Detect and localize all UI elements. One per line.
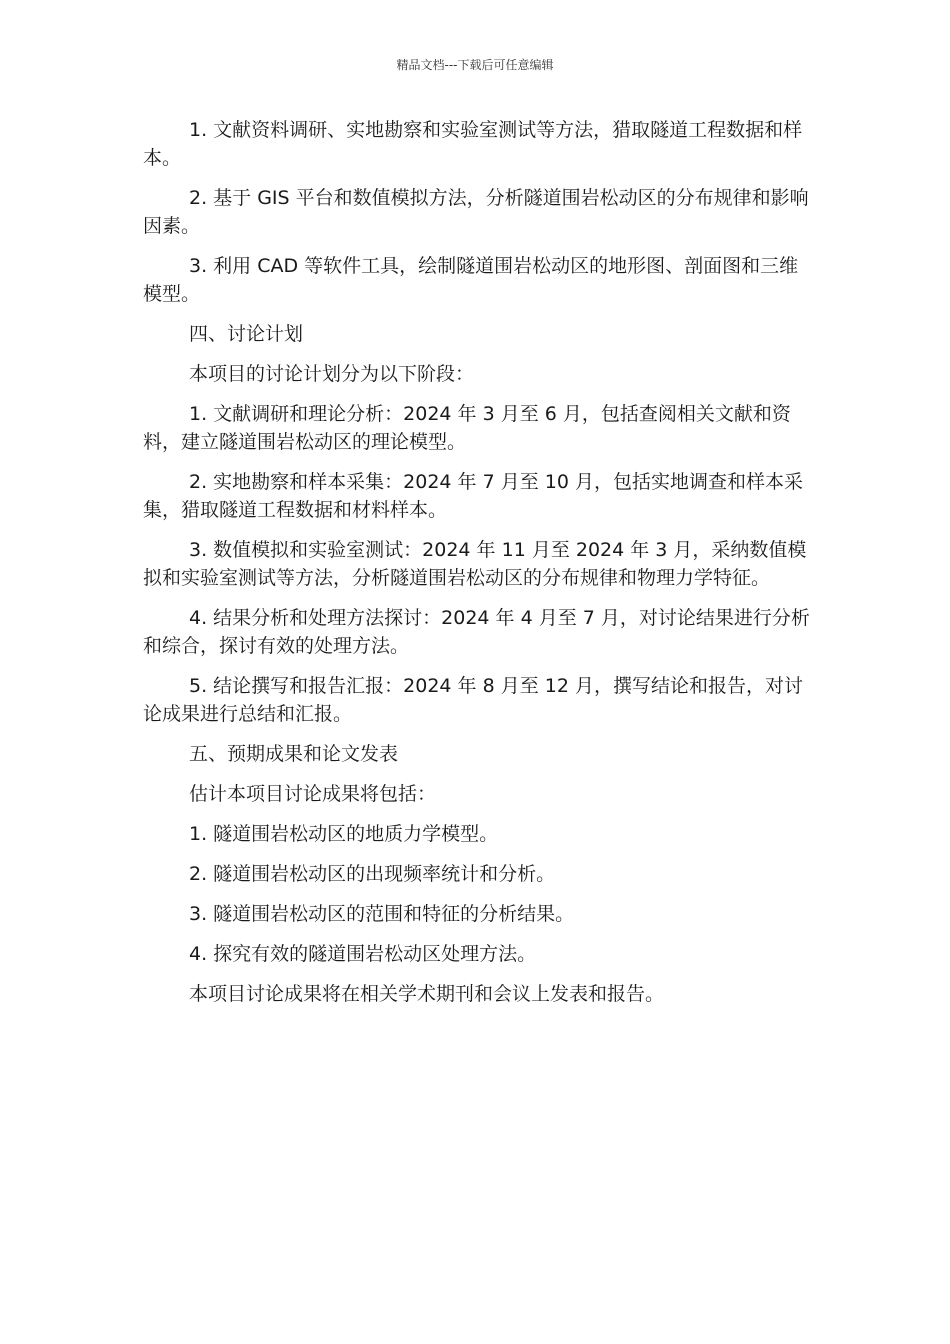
paragraph-method-3: 3. 利用 CAD 等软件工具，绘制隧道围岩松动区的地形图、剖面图和三维模型。 — [143, 255, 799, 305]
paragraph-publication: 本项目讨论成果将在相关学术期刊和会议上发表和报告。 — [189, 983, 665, 1005]
paragraph-plan-stage-4: 4. 结果分析和处理方法探讨：2024 年 4 月至 7 月，对讨论结果进行分析和综合，探讨有效的处理方法。 — [143, 607, 810, 657]
paragraph-results-intro: 估计本项目讨论成果将包括： — [189, 783, 437, 805]
section-heading-plan: 四、讨论计划 — [189, 323, 304, 345]
paragraph-plan-stage-3: 3. 数值模拟和实验室测试：2024 年 11 月至 2024 年 3 月，采纳数值模拟和实验室测试等方法，分析隧道围岩松动区的分布规律和物理力学特征。 — [143, 539, 807, 589]
paragraph-result-1: 1. 隧道围岩松动区的地质力学模型。 — [189, 823, 499, 845]
paragraph-result-2: 2. 隧道围岩松动区的出现频率统计和分析。 — [189, 863, 556, 885]
paragraph-result-4: 4. 探究有效的隧道围岩松动区处理方法。 — [189, 943, 537, 965]
paragraph-method-2: 2. 基于 GIS 平台和数值模拟方法，分析隧道围岩松动区的分布规律和影响因素。 — [143, 187, 809, 237]
document-body — [143, 116, 810, 1020]
page-header: 精品文档---下载后可任意编辑 — [396, 58, 554, 72]
paragraph-result-3: 3. 隧道围岩松动区的范围和特征的分析结果。 — [189, 903, 575, 925]
paragraph-plan-intro: 本项目的讨论计划分为以下阶段： — [189, 363, 475, 385]
section-heading-results: 五、预期成果和论文发表 — [189, 743, 399, 765]
paragraph-method-1: 1. 文献资料调研、实地勘察和实验室测试等方法，猎取隧道工程数据和样本。 — [143, 119, 803, 169]
paragraph-plan-stage-2: 2. 实地勘察和样本采集：2024 年 7 月至 10 月，包括实地调查和样本采集，猎取隧道工程数据和材料样本。 — [143, 471, 803, 521]
paragraph-plan-stage-1: 1. 文献调研和理论分析：2024 年 3 月至 6 月，包括查阅相关文献和资料，建立隧道围岩松动区的理论模型。 — [143, 403, 791, 453]
paragraph-plan-stage-5: 5. 结论撰写和报告汇报：2024 年 8 月至 12 月，撰写结论和报告，对讨论成果进行总结和汇报。 — [143, 675, 803, 725]
